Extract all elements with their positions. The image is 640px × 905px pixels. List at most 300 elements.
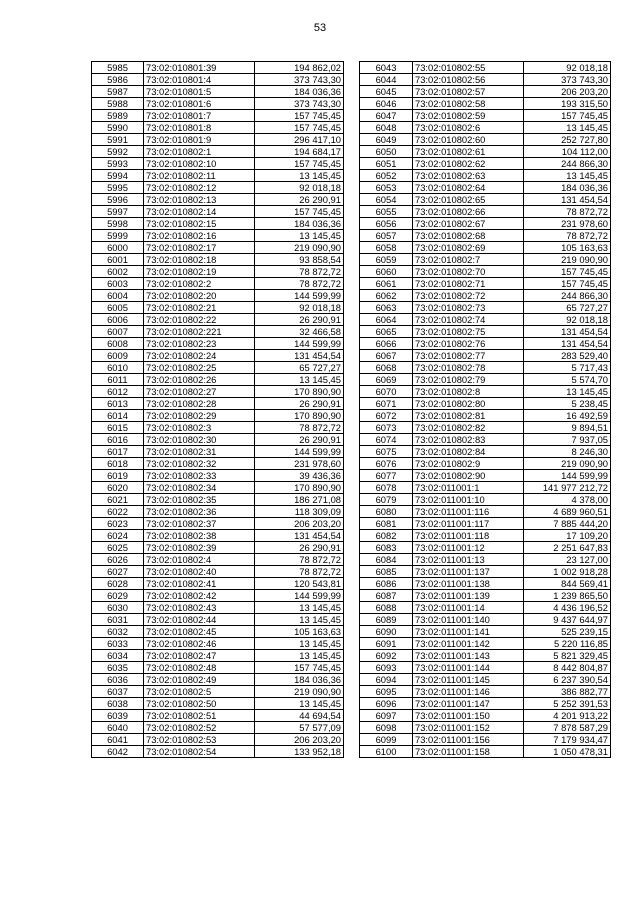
table-row bbox=[360, 218, 611, 230]
row-number-cell: 6023 bbox=[92, 518, 144, 530]
cadastral-number-cell: 73:02:010802:81 bbox=[413, 410, 524, 422]
cadastral-number-cell: 73:02:011001:158 bbox=[413, 746, 524, 758]
value-cell: 5 238,45 bbox=[524, 398, 611, 410]
value-cell: 13 145,45 bbox=[524, 122, 611, 134]
value-cell: 92 018,18 bbox=[524, 314, 611, 326]
table-row bbox=[360, 746, 611, 758]
value-cell: 57 577,09 bbox=[255, 722, 344, 734]
row-number-cell: 6009 bbox=[92, 350, 144, 362]
value-cell: 1 050 478,31 bbox=[524, 746, 611, 758]
table-row bbox=[360, 518, 611, 530]
value-cell: 78 872,72 bbox=[255, 422, 344, 434]
row-number-cell: 6098 bbox=[360, 722, 413, 734]
cadastral-number-cell: 73:02:011001:116 bbox=[413, 506, 524, 518]
row-number-cell: 6052 bbox=[360, 170, 413, 182]
value-cell: 78 872,72 bbox=[524, 230, 611, 242]
row-number-cell: 6046 bbox=[360, 98, 413, 110]
table-row bbox=[92, 158, 344, 170]
table-row bbox=[92, 218, 344, 230]
value-cell: 157 745,45 bbox=[255, 206, 344, 218]
table-row bbox=[92, 266, 344, 278]
cadastral-number-cell: 73:02:010802:41 bbox=[144, 578, 255, 590]
table-row bbox=[92, 650, 344, 662]
row-number-cell: 6008 bbox=[92, 338, 144, 350]
cadastral-number-cell: 73:02:010802:77 bbox=[413, 350, 524, 362]
row-number-cell: 6073 bbox=[360, 422, 413, 434]
cadastral-number-cell: 73:02:011001:147 bbox=[413, 698, 524, 710]
cadastral-number-cell: 73:02:010802:57 bbox=[413, 86, 524, 98]
value-cell: 5 717,43 bbox=[524, 362, 611, 374]
cadastral-number-cell: 73:02:011001:117 bbox=[413, 518, 524, 530]
row-number-cell: 6076 bbox=[360, 458, 413, 470]
cadastral-number-cell: 73:02:010802:34 bbox=[144, 482, 255, 494]
row-number-cell: 5985 bbox=[92, 62, 144, 74]
row-number-cell: 5987 bbox=[92, 86, 144, 98]
row-number-cell: 6021 bbox=[92, 494, 144, 506]
table-row bbox=[360, 122, 611, 134]
cadastral-number-cell: 73:02:010802:73 bbox=[413, 302, 524, 314]
cadastral-number-cell: 73:02:010801:4 bbox=[144, 74, 255, 86]
table-row bbox=[92, 302, 344, 314]
row-number-cell: 6011 bbox=[92, 374, 144, 386]
value-cell: 373 743,30 bbox=[255, 98, 344, 110]
row-number-cell: 6063 bbox=[360, 302, 413, 314]
cadastral-number-cell: 73:02:010802:39 bbox=[144, 542, 255, 554]
cadastral-number-cell: 73:02:010802:23 bbox=[144, 338, 255, 350]
value-cell: 8 246,30 bbox=[524, 446, 611, 458]
value-cell: 9 894,51 bbox=[524, 422, 611, 434]
cadastral-number-cell: 73:02:010802:2 bbox=[144, 278, 255, 290]
cadastral-number-cell: 73:02:010802:70 bbox=[413, 266, 524, 278]
value-cell: 26 290,91 bbox=[255, 542, 344, 554]
row-number-cell: 6002 bbox=[92, 266, 144, 278]
table-row bbox=[360, 86, 611, 98]
table-row bbox=[360, 722, 611, 734]
table-row bbox=[92, 746, 344, 758]
cadastral-number-cell: 73:02:011001:142 bbox=[413, 638, 524, 650]
value-cell: 13 145,45 bbox=[524, 170, 611, 182]
value-cell: 186 271,08 bbox=[255, 494, 344, 506]
cadastral-number-cell: 73:02:010802:20 bbox=[144, 290, 255, 302]
cadastral-number-cell: 73:02:011001:118 bbox=[413, 530, 524, 542]
row-number-cell: 5986 bbox=[92, 74, 144, 86]
row-number-cell: 6097 bbox=[360, 710, 413, 722]
value-cell: 184 036,36 bbox=[255, 218, 344, 230]
cadastral-number-cell: 73:02:010802:37 bbox=[144, 518, 255, 530]
cadastral-number-cell: 73:02:010802:65 bbox=[413, 194, 524, 206]
row-number-cell: 6082 bbox=[360, 530, 413, 542]
row-number-cell: 6015 bbox=[92, 422, 144, 434]
value-cell: 219 090,90 bbox=[524, 254, 611, 266]
table-row bbox=[360, 302, 611, 314]
value-cell: 26 290,91 bbox=[255, 434, 344, 446]
value-cell: 844 569,41 bbox=[524, 578, 611, 590]
value-cell: 13 145,45 bbox=[255, 602, 344, 614]
cadastral-number-cell: 73:02:010802:9 bbox=[413, 458, 524, 470]
page-number: 53 bbox=[313, 22, 327, 34]
cadastral-number-cell: 73:02:011001:138 bbox=[413, 578, 524, 590]
row-number-cell: 6065 bbox=[360, 326, 413, 338]
row-number-cell: 6095 bbox=[360, 686, 413, 698]
cadastral-number-cell: 73:02:011001:144 bbox=[413, 662, 524, 674]
row-number-cell: 6077 bbox=[360, 470, 413, 482]
row-number-cell: 6025 bbox=[92, 542, 144, 554]
row-number-cell: 6003 bbox=[92, 278, 144, 290]
table-row bbox=[92, 86, 344, 98]
cadastral-number-cell: 73:02:010802:48 bbox=[144, 662, 255, 674]
table-row bbox=[92, 482, 344, 494]
table-row bbox=[360, 182, 611, 194]
cadastral-number-cell: 73:02:010802:32 bbox=[144, 458, 255, 470]
table-row bbox=[360, 698, 611, 710]
value-cell: 296 417,10 bbox=[255, 134, 344, 146]
row-number-cell: 6058 bbox=[360, 242, 413, 254]
row-number-cell: 6020 bbox=[92, 482, 144, 494]
table-row bbox=[92, 722, 344, 734]
cadastral-number-cell: 73:02:010802:45 bbox=[144, 626, 255, 638]
row-number-cell: 6090 bbox=[360, 626, 413, 638]
cadastral-number-cell: 73:02:010802:27 bbox=[144, 386, 255, 398]
table-row bbox=[360, 338, 611, 350]
value-cell: 93 858,54 bbox=[255, 254, 344, 266]
value-cell: 206 203,20 bbox=[524, 86, 611, 98]
table-row bbox=[360, 626, 611, 638]
row-number-cell: 6001 bbox=[92, 254, 144, 266]
cadastral-number-cell: 73:02:010802:40 bbox=[144, 566, 255, 578]
table-row bbox=[92, 350, 344, 362]
table-row bbox=[92, 290, 344, 302]
value-cell: 131 454,54 bbox=[524, 194, 611, 206]
table-body-right bbox=[360, 62, 611, 758]
value-cell: 1 002 918,28 bbox=[524, 566, 611, 578]
row-number-cell: 6012 bbox=[92, 386, 144, 398]
row-number-cell: 6069 bbox=[360, 374, 413, 386]
table-row bbox=[360, 158, 611, 170]
value-cell: 5 574,70 bbox=[524, 374, 611, 386]
value-cell: 144 599,99 bbox=[255, 446, 344, 458]
table-row bbox=[92, 470, 344, 482]
value-cell: 65 727,27 bbox=[255, 362, 344, 374]
table-row bbox=[92, 638, 344, 650]
value-cell: 5 252 391,53 bbox=[524, 698, 611, 710]
value-cell: 2 251 647,83 bbox=[524, 542, 611, 554]
table-row bbox=[360, 686, 611, 698]
value-cell: 78 872,72 bbox=[524, 206, 611, 218]
cadastral-number-cell: 73:02:010801:39 bbox=[144, 62, 255, 74]
row-number-cell: 6087 bbox=[360, 590, 413, 602]
row-number-cell: 6026 bbox=[92, 554, 144, 566]
value-cell: 16 492,59 bbox=[524, 410, 611, 422]
value-cell: 373 743,30 bbox=[524, 74, 611, 86]
value-cell: 1 239 865,50 bbox=[524, 590, 611, 602]
value-cell: 193 315,50 bbox=[524, 98, 611, 110]
cadastral-number-cell: 73:02:010802:10 bbox=[144, 158, 255, 170]
cadastral-number-cell: 73:02:010802:221 bbox=[144, 326, 255, 338]
cadastral-number-cell: 73:02:010802:12 bbox=[144, 182, 255, 194]
row-number-cell: 5996 bbox=[92, 194, 144, 206]
value-cell: 13 145,45 bbox=[255, 614, 344, 626]
value-cell: 7 179 934,47 bbox=[524, 734, 611, 746]
table-row bbox=[92, 146, 344, 158]
cadastral-number-cell: 73:02:010802:25 bbox=[144, 362, 255, 374]
row-number-cell: 5992 bbox=[92, 146, 144, 158]
cadastral-number-cell: 73:02:011001:10 bbox=[413, 494, 524, 506]
table-row bbox=[360, 98, 611, 110]
cadastral-number-cell: 73:02:010802:55 bbox=[413, 62, 524, 74]
row-number-cell: 6081 bbox=[360, 518, 413, 530]
value-cell: 170 890,90 bbox=[255, 410, 344, 422]
table-row bbox=[360, 614, 611, 626]
row-number-cell: 6038 bbox=[92, 698, 144, 710]
value-cell: 157 745,45 bbox=[524, 110, 611, 122]
table-row bbox=[92, 566, 344, 578]
value-cell: 17 109,20 bbox=[524, 530, 611, 542]
table-row bbox=[92, 206, 344, 218]
row-number-cell: 6072 bbox=[360, 410, 413, 422]
cadastral-number-cell: 73:02:010802:71 bbox=[413, 278, 524, 290]
table-row bbox=[92, 74, 344, 86]
value-cell: 141 977 212,72 bbox=[524, 482, 611, 494]
row-number-cell: 6083 bbox=[360, 542, 413, 554]
row-number-cell: 6014 bbox=[92, 410, 144, 422]
value-cell: 219 090,90 bbox=[255, 242, 344, 254]
table-row bbox=[92, 182, 344, 194]
row-number-cell: 6054 bbox=[360, 194, 413, 206]
row-number-cell: 6091 bbox=[360, 638, 413, 650]
value-cell: 4 689 960,51 bbox=[524, 506, 611, 518]
value-cell: 131 454,54 bbox=[524, 338, 611, 350]
value-cell: 170 890,90 bbox=[255, 386, 344, 398]
cadastral-number-cell: 73:02:010801:6 bbox=[144, 98, 255, 110]
value-cell: 206 203,20 bbox=[255, 518, 344, 530]
row-number-cell: 6044 bbox=[360, 74, 413, 86]
table-row bbox=[92, 626, 344, 638]
cadastral-number-cell: 73:02:010802:11 bbox=[144, 170, 255, 182]
table-row bbox=[92, 590, 344, 602]
value-cell: 131 454,54 bbox=[524, 326, 611, 338]
row-number-cell: 6068 bbox=[360, 362, 413, 374]
table-row bbox=[360, 398, 611, 410]
table-row bbox=[360, 62, 611, 74]
row-number-cell: 6027 bbox=[92, 566, 144, 578]
table-row bbox=[92, 710, 344, 722]
cadastral-number-cell: 73:02:010802:50 bbox=[144, 698, 255, 710]
cadastral-number-cell: 73:02:010802:54 bbox=[144, 746, 255, 758]
table-row bbox=[92, 62, 344, 74]
table-row bbox=[92, 518, 344, 530]
row-number-cell: 5989 bbox=[92, 110, 144, 122]
table-row bbox=[360, 110, 611, 122]
table-row bbox=[360, 674, 611, 686]
value-cell: 26 290,91 bbox=[255, 194, 344, 206]
row-number-cell: 6066 bbox=[360, 338, 413, 350]
value-cell: 13 145,45 bbox=[255, 170, 344, 182]
cadastral-number-cell: 73:02:010802:74 bbox=[413, 314, 524, 326]
cadastral-table-left bbox=[91, 61, 344, 758]
cadastral-number-cell: 73:02:010802:63 bbox=[413, 170, 524, 182]
row-number-cell: 6075 bbox=[360, 446, 413, 458]
cadastral-number-cell: 73:02:010802:72 bbox=[413, 290, 524, 302]
table-row bbox=[92, 338, 344, 350]
cadastral-number-cell: 73:02:010802:4 bbox=[144, 554, 255, 566]
value-cell: 157 745,45 bbox=[524, 266, 611, 278]
value-cell: 231 978,60 bbox=[255, 458, 344, 470]
row-number-cell: 5990 bbox=[92, 122, 144, 134]
table-row bbox=[92, 434, 344, 446]
row-number-cell: 6096 bbox=[360, 698, 413, 710]
cadastral-table-right bbox=[359, 61, 611, 758]
table-row bbox=[360, 530, 611, 542]
value-cell: 525 239,15 bbox=[524, 626, 611, 638]
cadastral-number-cell: 73:02:010801:9 bbox=[144, 134, 255, 146]
table-row bbox=[92, 230, 344, 242]
table-row bbox=[92, 314, 344, 326]
cadastral-number-cell: 73:02:010802:80 bbox=[413, 398, 524, 410]
row-number-cell: 6093 bbox=[360, 662, 413, 674]
value-cell: 4 378,00 bbox=[524, 494, 611, 506]
row-number-cell: 6078 bbox=[360, 482, 413, 494]
row-number-cell: 6005 bbox=[92, 302, 144, 314]
cadastral-number-cell: 73:02:010802:1 bbox=[144, 146, 255, 158]
row-number-cell: 6064 bbox=[360, 314, 413, 326]
row-number-cell: 6039 bbox=[92, 710, 144, 722]
cadastral-number-cell: 73:02:011001:139 bbox=[413, 590, 524, 602]
row-number-cell: 6018 bbox=[92, 458, 144, 470]
value-cell: 105 163,63 bbox=[524, 242, 611, 254]
row-number-cell: 6004 bbox=[92, 290, 144, 302]
cadastral-number-cell: 73:02:011001:150 bbox=[413, 710, 524, 722]
cadastral-number-cell: 73:02:010802:13 bbox=[144, 194, 255, 206]
table-row bbox=[360, 590, 611, 602]
cadastral-number-cell: 73:02:011001:141 bbox=[413, 626, 524, 638]
table-row bbox=[360, 578, 611, 590]
value-cell: 144 599,99 bbox=[255, 290, 344, 302]
value-cell: 9 437 644,97 bbox=[524, 614, 611, 626]
cadastral-number-cell: 73:02:010802:64 bbox=[413, 182, 524, 194]
row-number-cell: 6016 bbox=[92, 434, 144, 446]
value-cell: 13 145,45 bbox=[255, 650, 344, 662]
row-number-cell: 5997 bbox=[92, 206, 144, 218]
row-number-cell: 6007 bbox=[92, 326, 144, 338]
table-row bbox=[360, 242, 611, 254]
cadastral-number-cell: 73:02:010802:75 bbox=[413, 326, 524, 338]
table-row bbox=[360, 350, 611, 362]
value-cell: 219 090,90 bbox=[524, 458, 611, 470]
row-number-cell: 6100 bbox=[360, 746, 413, 758]
table-row bbox=[360, 410, 611, 422]
table-row bbox=[92, 458, 344, 470]
table-row bbox=[360, 554, 611, 566]
value-cell: 144 599,99 bbox=[524, 470, 611, 482]
value-cell: 118 309,09 bbox=[255, 506, 344, 518]
table-row bbox=[92, 122, 344, 134]
row-number-cell: 6062 bbox=[360, 290, 413, 302]
table-body-left bbox=[92, 62, 344, 758]
value-cell: 7 885 444,20 bbox=[524, 518, 611, 530]
table-row bbox=[360, 266, 611, 278]
value-cell: 44 694,54 bbox=[255, 710, 344, 722]
cadastral-number-cell: 73:02:010802:46 bbox=[144, 638, 255, 650]
row-number-cell: 6041 bbox=[92, 734, 144, 746]
table-row bbox=[360, 566, 611, 578]
row-number-cell: 5988 bbox=[92, 98, 144, 110]
table-row bbox=[92, 98, 344, 110]
value-cell: 4 201 913,22 bbox=[524, 710, 611, 722]
value-cell: 157 745,45 bbox=[255, 122, 344, 134]
cadastral-number-cell: 73:02:010802:52 bbox=[144, 722, 255, 734]
row-number-cell: 6050 bbox=[360, 146, 413, 158]
cadastral-number-cell: 73:02:010802:8 bbox=[413, 386, 524, 398]
table-row bbox=[92, 554, 344, 566]
row-number-cell: 6086 bbox=[360, 578, 413, 590]
value-cell: 231 978,60 bbox=[524, 218, 611, 230]
value-cell: 157 745,45 bbox=[524, 278, 611, 290]
cadastral-number-cell: 73:02:010802:6 bbox=[413, 122, 524, 134]
cadastral-number-cell: 73:02:010802:26 bbox=[144, 374, 255, 386]
cadastral-number-cell: 73:02:011001:13 bbox=[413, 554, 524, 566]
row-number-cell: 6092 bbox=[360, 650, 413, 662]
row-number-cell: 6070 bbox=[360, 386, 413, 398]
table-row bbox=[92, 326, 344, 338]
value-cell: 7 878 587,29 bbox=[524, 722, 611, 734]
cadastral-number-cell: 73:02:011001:140 bbox=[413, 614, 524, 626]
row-number-cell: 6045 bbox=[360, 86, 413, 98]
value-cell: 170 890,90 bbox=[255, 482, 344, 494]
cadastral-number-cell: 73:02:011001:1 bbox=[413, 482, 524, 494]
cadastral-number-cell: 73:02:011001:145 bbox=[413, 674, 524, 686]
table-row bbox=[360, 326, 611, 338]
value-cell: 194 684,17 bbox=[255, 146, 344, 158]
cadastral-number-cell: 73:02:010802:68 bbox=[413, 230, 524, 242]
cadastral-number-cell: 73:02:010802:83 bbox=[413, 434, 524, 446]
value-cell: 78 872,72 bbox=[255, 554, 344, 566]
row-number-cell: 6053 bbox=[360, 182, 413, 194]
cadastral-number-cell: 73:02:010802:58 bbox=[413, 98, 524, 110]
row-number-cell: 6071 bbox=[360, 398, 413, 410]
row-number-cell: 6024 bbox=[92, 530, 144, 542]
row-number-cell: 6022 bbox=[92, 506, 144, 518]
table-row bbox=[92, 410, 344, 422]
value-cell: 244 866,30 bbox=[524, 158, 611, 170]
table-row bbox=[92, 170, 344, 182]
value-cell: 13 145,45 bbox=[524, 386, 611, 398]
row-number-cell: 6085 bbox=[360, 566, 413, 578]
row-number-cell: 6010 bbox=[92, 362, 144, 374]
table-row bbox=[92, 614, 344, 626]
value-cell: 26 290,91 bbox=[255, 314, 344, 326]
table-row bbox=[360, 470, 611, 482]
row-number-cell: 5993 bbox=[92, 158, 144, 170]
cadastral-number-cell: 73:02:011001:12 bbox=[413, 542, 524, 554]
table-row bbox=[360, 638, 611, 650]
row-number-cell: 5991 bbox=[92, 134, 144, 146]
row-number-cell: 6000 bbox=[92, 242, 144, 254]
cadastral-number-cell: 73:02:010802:15 bbox=[144, 218, 255, 230]
table-row bbox=[92, 242, 344, 254]
table-row bbox=[360, 542, 611, 554]
value-cell: 13 145,45 bbox=[255, 638, 344, 650]
table-row bbox=[92, 110, 344, 122]
cadastral-number-cell: 73:02:010802:61 bbox=[413, 146, 524, 158]
cadastral-number-cell: 73:02:010802:67 bbox=[413, 218, 524, 230]
value-cell: 133 952,18 bbox=[255, 746, 344, 758]
table-row bbox=[92, 446, 344, 458]
cadastral-number-cell: 73:02:010802:18 bbox=[144, 254, 255, 266]
table-row bbox=[360, 506, 611, 518]
value-cell: 39 436,36 bbox=[255, 470, 344, 482]
cadastral-number-cell: 73:02:010802:84 bbox=[413, 446, 524, 458]
row-number-cell: 6013 bbox=[92, 398, 144, 410]
